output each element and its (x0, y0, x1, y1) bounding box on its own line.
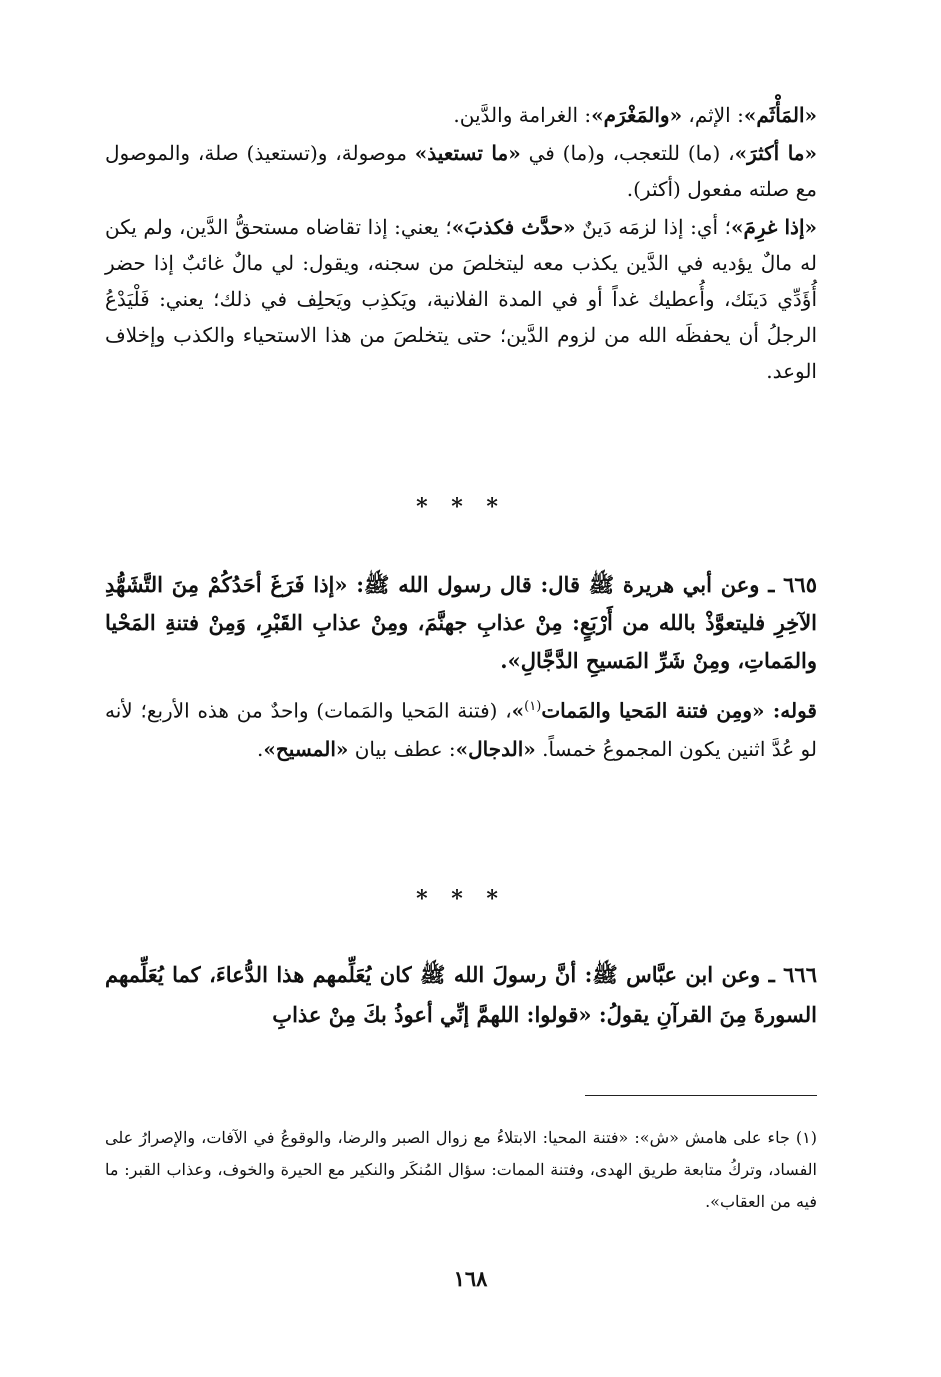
hadith-666 (105, 955, 817, 1035)
section-separator: * * * (416, 886, 506, 912)
hadith-666-text: ٦٦٦ ـ وعن ابن عبَّاس ﷺ: أنَّ رسولَ الله ﷺ كان يُعَلِّمهم هذا الدُّعاءَ، كما يُعَلِّمهم السورةَ مِنَ القرآنِ يقولُ: «قولوا: اللهمَّ إنِّي أعوذُ بكَ مِنْ عذابِ (105, 962, 817, 1027)
footnote (105, 1122, 817, 1218)
footnote-number: (١) (795, 1128, 817, 1147)
footnote-text: جاء على هامش «ش»: «فتنة المحيا: الابتلاءُ مع زوال الصبر والرضا، والوقوعُ في الآفات، والإصرارُ على الفساد، وتركُ متابعة طريق الهدى، وفتنة الممات: سؤال المُنكَر والنكير مع الحيرة والخوف، وعذاب القبر: ما فيه من العقاب». (105, 1128, 817, 1211)
term-ma-akthar: «ما أكثرَ» (734, 141, 817, 165)
term-maatham: «المَأْثَم» (743, 103, 817, 127)
hadith-665-commentary: قوله: «ومِن فتنة المَحيا والمَمات$^{(١)}$»، (فتنة المَحيا والمَمات) واحدٌ من هذه الأربع؛ لأنه لو عُدَّ اثنين يكون المجموعُ خمساً. «الدجال»: عطف بيان «المسيح». (105, 698, 817, 761)
footnote-marker: (١) (524, 699, 542, 714)
paragraph-ma-akthar: «ما أكثرَ»، (ما) للتعجب، و(ما) في «ما تستعيذ» موصولة، و(تستعيذ) صلة، والموصول مع صلته مفعول (أكثر). (105, 141, 817, 201)
paragraph-idha-ghurim: «إذا غرِمَ»؛ أي: إذا لزمَه دَينٌ «حدَّث فكذبَ»؛ يعني: إذا تقاضاه مستحقُّ الدَّين، ولم يكن له مالٌ يؤديه في الدَّين يكذب معه ليتخلصَ من سجنه، ويقول: لي مالٌ غائبٌ إذا حضر أُؤَدِّي دَينَك، وأُعطيك غداً أو في المدة الفلانية، ويَكذِب ويَحلِف في ذلك؛ يعني: فَلْيَدْعُ الرجلُ أن يحفظَه الله من لزوم الدَّين؛ حتى يتخلصَ من هذا الاستحياء والكذب وإخلاف الوعد. (105, 215, 818, 383)
term-haddatha: «حدَّث فكذبَ» (451, 215, 576, 239)
term-ma-tastaidh: «ما تستعيذ» (414, 141, 521, 165)
term-maghram: «والمَغْرَم» (591, 103, 683, 127)
footnote-divider (585, 1095, 817, 1096)
commentary-section (105, 97, 817, 389)
hadith-665-text: ٦٦٥ ـ وعن أبي هريرة ﷺ قال: قال رسول الله ﷺ: «إذا فَرَغَ أحَدُكُمْ مِنَ التَّشَهُّدِ الآخِرِ فليتعوَّذْ بالله من أَرْبَعٍ: مِنْ عذابِ جهنَّمَ، ومِنْ عذابِ القَبْرِ، وَمِنْ فتنةِ المَحْيا والمَماتِ، ومِنْ شَرِّ المَسيحِ الدَّجَّالِ». (105, 572, 817, 673)
term-idha-ghurim: «إذا غرِمَ» (730, 215, 818, 239)
section-separator: * * * (416, 494, 506, 520)
paragraph-maatham: «المَأْثَم»: الإثم، «والمَغْرَم»: الغرامة والدَّين. (453, 103, 817, 127)
hadith-665 (105, 566, 817, 768)
page-number: ١٦٨ (453, 1266, 488, 1291)
